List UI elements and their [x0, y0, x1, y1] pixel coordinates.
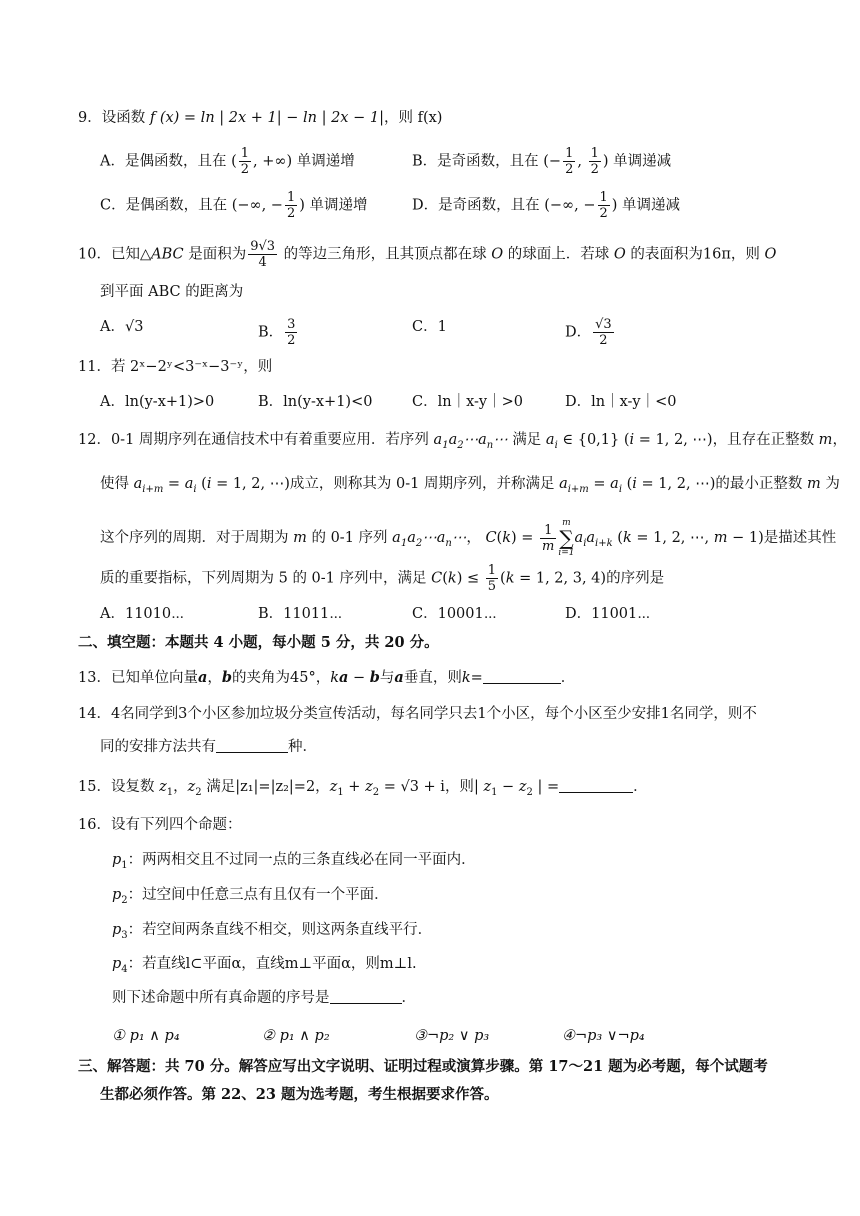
q16-option-3: ③¬p₂ ∨ p₃	[414, 1028, 490, 1044]
q12-option-b: B．11011⋯	[258, 606, 343, 622]
q16-option-4: ④¬p₃ ∨¬p₄	[562, 1028, 645, 1044]
q10-option-d: D． $\frac{√3}{2}$	[565, 317, 612, 348]
q9-option-c: C．是偶函数，且在 (−∞, − $\frac{1}{2}$ ) 单调递增	[100, 190, 368, 221]
q9-option-b: B．是奇函数，且在 (− $\frac{1}{2}$ , $\frac{1}{2}$ ) 单调递减	[412, 146, 672, 177]
q16-p1: $p_1$：两两相交且不过同一点的三条直线必在同一平面内．	[112, 852, 476, 871]
q12-stem-line4: 质的重要指标，下列周期为 5 的 0-1 序列中，满足 C(k) ≤ $\frac{1}{5}$ (k = 1, 2, 3, 4)的序列是	[100, 563, 665, 594]
q12-stem-line1: 12．0-1 周期序列在通信技术中有着重要应用．若序列 $a_1a_2\cdots a_n\cdots$ 满足 $a_i$ ∈ {0,1} (i = 1, 2, ⋯)，且存在正整数 m，	[78, 432, 847, 451]
section-3-heading-line2: 生都必须作答。第 22、23 题为选考题，考生根据要求作答。	[100, 1086, 499, 1103]
q9-option-a: A．是偶函数，且在 ( $\frac{1}{2}$ , +∞) 单调递增	[100, 146, 355, 177]
q16-stem: 16．设有下列四个命题：	[78, 817, 242, 833]
q10-option-a: A．√3	[100, 319, 144, 335]
q11-option-d: D．ln｜x-y｜<0	[565, 394, 677, 410]
q15-stem: 15．设复数 $z_1$，$z_2$ 满足|z₁|=|z₂|=2，$z_1 + z_2 = √3 + i$，则| $z_1 - z_2$ | = ．	[78, 779, 648, 798]
q12-stem-line2: 使得 $a_{i+m} = a_i$ (i = 1, 2, ⋯)成立，则称其为 0-1 周期序列，并称满足 $a_{i+m} = a_i$ (i = 1, 2, ⋯)的最小正整数 m 为	[100, 476, 840, 495]
q9-stem: 9．设函数 f (x) = ln | 2x + 1| − ln | 2x − 1|，则 f(x)	[78, 110, 443, 126]
q11-option-c: C．ln｜x-y｜>0	[412, 394, 523, 410]
q10-option-b: B． $\frac{3}{2}$	[258, 317, 296, 348]
q9-option-d: D．是奇函数，且在 (−∞, − $\frac{1}{2}$ ) 单调递减	[412, 190, 681, 221]
section-2-heading: 二、填空题：本题共 4 小题，每小题 5 分，共 20 分。	[78, 634, 439, 651]
q16-option-1: ① p₁ ∧ p₄	[112, 1028, 180, 1044]
q14-stem-line2: 同的安排方法共有 种．	[100, 739, 317, 755]
q10-stem-line1: 10．已知△ABC 是面积为 $\frac{9√3}{4}$ 的等边三角形，且其顶点都在球 O 的球面上．若球 O 的表面积为16π，则 O	[78, 239, 777, 270]
q12-option-a: A．11010⋯	[100, 606, 185, 622]
q16-p2: $p_2$：过空间中任意三点有且仅有一个平面．	[112, 887, 389, 906]
section-3-heading-line1: 三、解答题：共 70 分。解答应写出文字说明、证明过程或演算步骤。第 17～21 题为必考题，每个试题考	[78, 1058, 768, 1075]
q13-stem: 13．已知单位向量a，b的夹角为45°，ka − b与a垂直，则k= ．	[78, 669, 576, 686]
q11-option-b: B．ln(y-x+1)<0	[258, 394, 373, 410]
q11-stem: 11．若 2ˣ−2ʸ<3⁻ˣ−3⁻ʸ，则	[78, 359, 273, 375]
q14-stem-line1: 14．4名同学到3个小区参加垃圾分类宣传活动，每名同学只去1个小区，每个小区至少安排1名同学，则不	[78, 706, 757, 722]
q16-p3: $p_3$：若空间两条直线不相交，则这两条直线平行．	[112, 922, 433, 941]
q12-option-d: D．11001⋯	[565, 606, 651, 622]
q10-option-c: C．1	[412, 319, 447, 335]
q12-stem-line3: 这个序列的周期．对于周期为 m 的 0-1 序列 $a_1a_2\cdots a_n\cdots$， C(k) = $\frac{1}{m}$ m ∑ i=1 $a_ia_{i+k}$ (k = 1, 2, ⋯, m − 1)是描述其性	[100, 518, 837, 558]
q16-option-2: ② p₁ ∧ p₂	[262, 1028, 330, 1044]
q12-option-c: C．10001⋯	[412, 606, 497, 622]
q11-option-a: A．ln(y-x+1)>0	[100, 394, 215, 410]
q10-stem-line2: 到平面 ABC 的距离为	[100, 284, 244, 300]
q16-ask: 则下述命题中所有真命题的序号是 ．	[112, 990, 416, 1006]
q16-p4: $p_4$：若直线l⊂平面α，直线m⊥平面α，则m⊥l.	[112, 956, 417, 975]
